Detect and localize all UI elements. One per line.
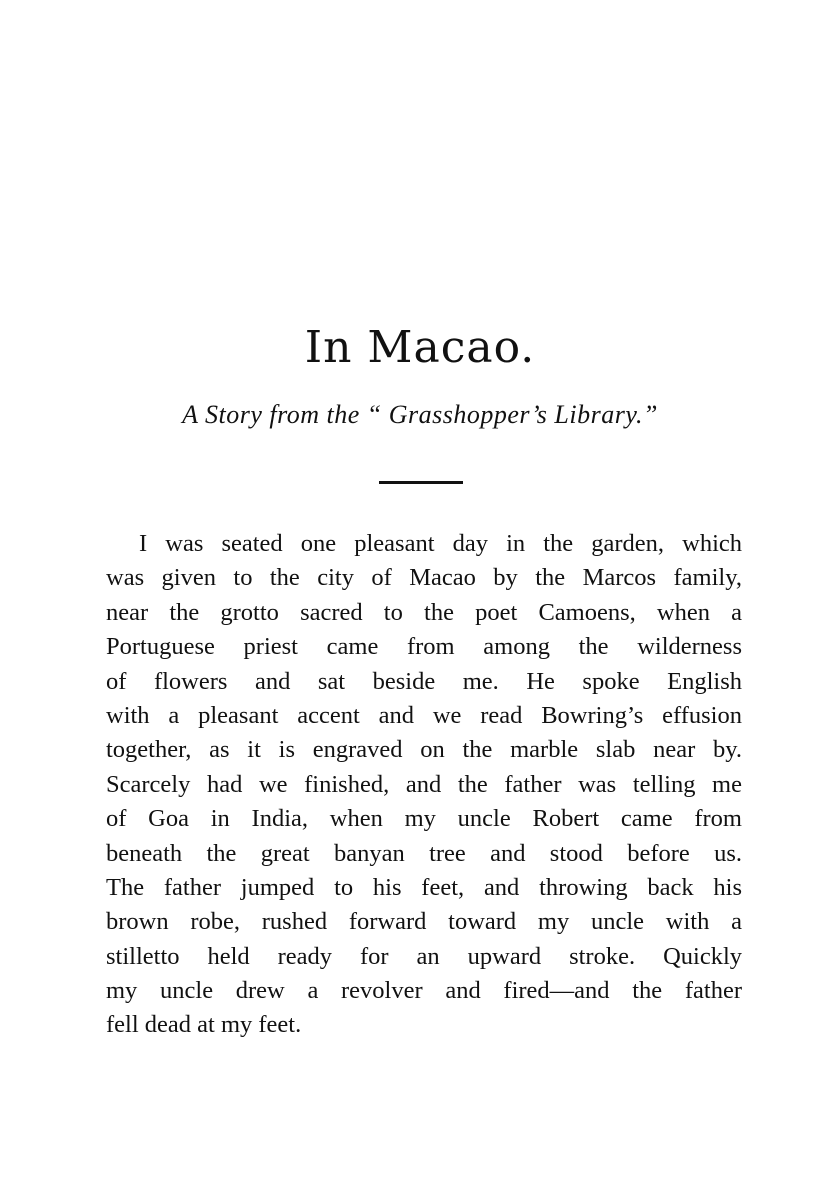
section-divider [379, 481, 463, 484]
text-line: Scarcely had we finished, and the father was telling me [106, 770, 742, 798]
text-line: of Goa in India, when my uncle Robert came from [106, 805, 742, 833]
text-line: I was seated one pleasant day in the garden, which [139, 530, 742, 557]
text-line: with a pleasant accent and we read Bowring’s effusion [106, 701, 742, 729]
text-line: stilletto held ready for an upward stroke. Quickly [106, 942, 742, 970]
chapter-title: In Macao. [304, 322, 536, 373]
text-line: of flowers and sat beside me. He spoke English [106, 667, 742, 695]
chapter-subtitle: A Story from the “ Grasshopper’s Library.” [182, 400, 658, 429]
text-line: Portuguese priest came from among the wilderness [106, 633, 742, 661]
text-line: The father jumped to his feet, and throwing back his [106, 873, 742, 901]
text-line: near the grotto sacred to the poet Camoens, when a [106, 598, 742, 626]
text-line: my uncle drew a revolver and fired—and the father [106, 977, 742, 1005]
text-line: beneath the great banyan tree and stood before us. [106, 839, 742, 867]
text-line: was given to the city of Macao by the Marcos family, [106, 564, 742, 592]
text-line: brown robe, rushed forward toward my uncle with a [106, 908, 742, 936]
text-line: together, as it is engraved on the marble slab near by. [106, 736, 742, 764]
story-paragraph [106, 527, 742, 1043]
text-line: fell dead at my feet. [106, 1011, 302, 1039]
